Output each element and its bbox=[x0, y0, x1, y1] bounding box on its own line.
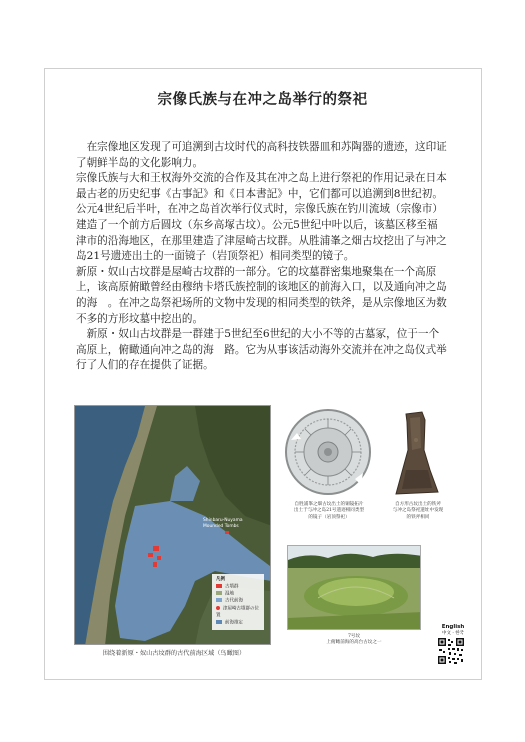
map-legend bbox=[212, 574, 264, 630]
paragraph: 新原・奴山古坟群是屋崎古坟群的一部分。它的坟墓群密集地聚集在一个高原上，该高原俯瞰曾经由穆纳卡塔氏族控制的该地区的前海入口，以及通向冲之岛的海 。在冲之岛祭祀场所的文物中发现的相同类型的铁斧，是从宗像地区为数不多的方形坟墓中挖出的。 bbox=[76, 265, 447, 325]
aerial-map bbox=[74, 405, 271, 645]
legend-item: 前海推定 bbox=[216, 620, 261, 627]
tomb-marker bbox=[153, 562, 157, 567]
legend-item: 湿地 bbox=[216, 591, 261, 598]
mirror-caption: 自胜浦峯之畑古坟出土的铜镜拓片 出土于与冲之岛21号遗迹相同类型 的镜子（岩顶祭祀） bbox=[293, 502, 365, 520]
language-english-link[interactable]: English bbox=[441, 624, 465, 630]
paragraph: 在宗像地区发现了可追溯到古坟时代的高科技铁器皿和苏陶器的遗迹，这印证了朝鲜半岛的文化影响力。 bbox=[76, 141, 447, 169]
legend-item: 津屋崎古墳群の位置 bbox=[216, 606, 259, 618]
legend-title: 凡例 bbox=[216, 576, 225, 582]
tomb-marker bbox=[148, 553, 153, 557]
qr-code-icon[interactable] bbox=[437, 637, 465, 665]
axe-caption: 自方形古坟出土的铁斧 与冲之岛祭祀遗址中发现 的铁斧相同 bbox=[392, 502, 444, 520]
map-caption: 围绕着新原・奴山古坟群的古代前海区域（鸟瞰图） bbox=[102, 650, 246, 657]
language-links[interactable] bbox=[438, 624, 468, 636]
mound-caption: 7号坟 上俯瞰前海的高台古坟之一 bbox=[326, 634, 382, 646]
paragraph: 宗像氏族与大和王权海外交流的合作及其在冲之岛上进行祭祀的作用记录在日本最古老的历史纪事《古事記》和《日本書記》中，它们都可以追溯到8世纪初。 bbox=[76, 172, 447, 200]
language-other-link[interactable]: 中文 · 한국 bbox=[442, 631, 464, 636]
burial-mound-photo bbox=[287, 545, 421, 630]
legend-item: 古代前海 bbox=[216, 598, 261, 605]
tomb-marker bbox=[153, 546, 159, 551]
iron-axe-image bbox=[392, 410, 442, 498]
paragraph: 新原・奴山古坟群是一群建于5世纪至6世纪的大小不等的古墓冢，位于一个高原上，俯瞰通向冲之岛的海 路。它为从事该活动海外交流并在冲之岛仪式举行了人们的存在提供了证据。 bbox=[76, 328, 447, 372]
mirror-rubbing-image bbox=[283, 405, 373, 500]
body-text bbox=[76, 140, 448, 374]
legend-item: 古墳群 bbox=[216, 584, 261, 591]
page-title: 宗像氏族与在冲之岛举行的祭祀 bbox=[157, 91, 368, 108]
paragraph: 公元4世纪后半叶，在冲之岛首次举行仪式时，宗像氏族在钓川流域（宗像市）建造了一个前方后圆坟（东乡高塚古坟）。公元5世纪中叶以后，该墓区移至福津市的沿海地区，在那里建造了津屋崎古坟群。从胜浦峯之畑古坟挖出了与冲之岛21号遗迹出土的一面镜子（岩顶祭祀）相同类型的镜子。 bbox=[76, 203, 447, 263]
tomb-marker bbox=[157, 556, 161, 560]
tomb-marker bbox=[225, 531, 229, 534]
map-label: Shinbaru-Nuyama Mounded Tombs bbox=[203, 518, 243, 529]
